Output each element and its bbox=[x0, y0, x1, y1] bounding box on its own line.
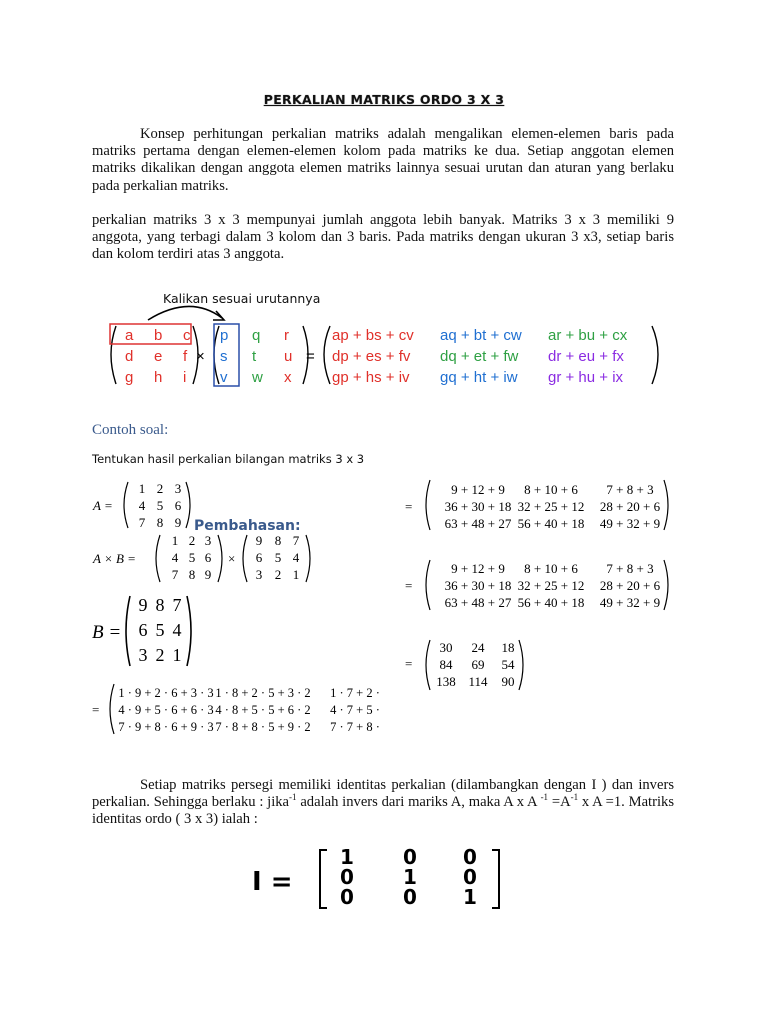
matrix-cell: 2 bbox=[155, 645, 165, 665]
matrix-cell: 3 bbox=[255, 567, 263, 582]
diagram-left-cell: g bbox=[125, 369, 134, 386]
p3-sup-3: -1 bbox=[570, 792, 579, 803]
matrix-cell: 69 bbox=[471, 657, 485, 672]
diagram-right-cell: r bbox=[284, 327, 289, 344]
matrix-cell: 6 bbox=[138, 620, 148, 640]
matrix-cell: 56 + 40 + 18 bbox=[517, 595, 585, 610]
diagram-result-cell: gr + hu + ix bbox=[548, 369, 624, 386]
matrix-cell: 84 bbox=[439, 657, 453, 672]
diagram-right-cell: u bbox=[284, 348, 293, 365]
matrix-cell: 90 bbox=[501, 674, 515, 689]
matrix-cell: 3 bbox=[138, 645, 148, 665]
diagram-left-cell: c bbox=[183, 327, 191, 344]
matrix-cell: 9 + 12 + 9 bbox=[451, 482, 505, 497]
matrix-cell: 0 bbox=[403, 845, 417, 869]
matrix-cell: 7 + 8 + 3 bbox=[606, 561, 654, 576]
matrix-cell: 8 + 10 + 6 bbox=[524, 561, 578, 576]
matrix-cell: 54 bbox=[501, 657, 515, 672]
matrix-cell: 30 bbox=[439, 640, 453, 655]
matrix-cell: 1 · 7 + 2 · bbox=[330, 686, 380, 700]
diagram-left-cell: a bbox=[125, 327, 134, 344]
times-symbol: × bbox=[228, 551, 236, 566]
contoh-heading: Contoh soal: bbox=[92, 422, 169, 438]
matrix-cell: 9 + 12 + 9 bbox=[451, 561, 505, 576]
matrix-cell: 1 bbox=[403, 865, 417, 889]
diagram-result-cell: aq + bt + cw bbox=[440, 327, 522, 344]
diagram-right-cell: v bbox=[220, 369, 228, 386]
matrix-cell: 4 bbox=[292, 550, 300, 565]
matrix-cell: 18 bbox=[501, 640, 515, 655]
p3-text-a: Setiap matriks persegi memiliki identitas perkalian (dilambangkan dengan I ) dan invers perkalian. Sehingga berlaku : jika bbox=[92, 777, 674, 811]
matrix-cell: 63 + 48 + 27 bbox=[444, 516, 512, 531]
equals-symbol: = bbox=[405, 499, 413, 514]
info-paragraph: perkalian matriks 3 x 3 mempunyai jumlah anggota lebih banyak. Matriks 3 x 3 memiliki 9 anggota, yang terbagi dalam 3 kolom dan 3 baris. Pada matriks dengan ukuran 3 x3, setiap baris dan kolom terdiri atas 3 anggota. bbox=[92, 212, 674, 263]
diagram-right-cell: p bbox=[220, 327, 229, 344]
bracket bbox=[320, 850, 327, 908]
diagram-right-cell: w bbox=[252, 369, 263, 386]
matrix-cell: 2 bbox=[156, 481, 164, 496]
matrix-cell: 28 + 20 + 6 bbox=[599, 578, 661, 593]
matrix-cell: 9 bbox=[138, 595, 148, 615]
diagram-left-cell: h bbox=[154, 369, 163, 386]
matrix-cell: 9 bbox=[174, 515, 182, 530]
diagram-right-cell: s bbox=[220, 348, 228, 365]
matrix-cell: 6 bbox=[255, 550, 263, 565]
matrix-cell: 3 bbox=[204, 533, 212, 548]
matrix-cell: 0 bbox=[340, 885, 354, 909]
diagram-left-cell: d bbox=[125, 348, 134, 365]
matrix-cell: 7 · 8 + 8 · 5 + 9 · 2 bbox=[215, 720, 311, 734]
matrix-cell: 4 · 8 + 5 · 5 + 6 · 2 bbox=[215, 703, 311, 717]
matrix-cell: 4 · 7 + 5 · bbox=[330, 703, 380, 717]
matrix-cell: 4 bbox=[171, 550, 179, 565]
p3-text-b: adalah invers dari mariks A, maka A x A bbox=[296, 794, 541, 811]
diagram-caption: Kalikan sesuai urutannya bbox=[163, 291, 321, 306]
diagram-left-cell: b bbox=[154, 327, 163, 344]
matrix-cell: 49 + 32 + 9 bbox=[599, 595, 661, 610]
equals-symbol: = bbox=[92, 702, 100, 717]
matrix-cell: 0 bbox=[403, 885, 417, 909]
matrix-cell: 7 bbox=[138, 515, 146, 530]
diagram-left-cell: i bbox=[183, 369, 187, 386]
matrix-cell: 5 bbox=[155, 620, 165, 640]
matrix-cell: 2 bbox=[274, 567, 282, 582]
diagram-result-cell: ar + bu + cx bbox=[548, 327, 628, 344]
matrix-cell: 0 bbox=[463, 865, 477, 889]
matrix-cell: 8 bbox=[156, 515, 164, 530]
diagram-right-cell: t bbox=[252, 348, 257, 365]
equals-symbol: = bbox=[405, 578, 413, 593]
intro-paragraph: Konsep perhitungan perkalian matriks adalah mengalikan elemen-elemen baris pada matriks pertama dengan elemen-elemen kolom pada matriks ke dua. Setiap anggotan elemen matriks dikalikan dengan anggota elemen matriks lainnya sesuai urutan dan aturan yang berlaku pada perkalian matriks. bbox=[92, 126, 674, 194]
matrix-cell: 1 bbox=[340, 845, 354, 869]
p3-text-c: =A bbox=[548, 794, 571, 811]
equals-symbol: = bbox=[405, 656, 413, 671]
problem-statement: Tentukan hasil perkalian bilangan matriks 3 x 3 bbox=[92, 452, 365, 466]
matrix-cell: 28 + 20 + 6 bbox=[599, 499, 661, 514]
matrix-cell: 9 bbox=[204, 567, 212, 582]
matrix-cell: 114 bbox=[468, 674, 488, 689]
matrix-cell: 4 · 9 + 5 · 6 + 6 · 3 bbox=[118, 703, 214, 717]
bracket bbox=[492, 850, 499, 908]
p3-sup-2: -1 bbox=[540, 792, 549, 803]
matrix-cell: 2 bbox=[188, 533, 196, 548]
matrix-cell: 1 bbox=[463, 885, 477, 909]
matrix-cell: 1 · 9 + 2 · 6 + 3 · 3 bbox=[118, 686, 214, 700]
matrix-cell: 0 bbox=[340, 865, 354, 889]
matrix-cell: 7 bbox=[171, 567, 179, 582]
matrix-A-label: A = bbox=[93, 498, 113, 513]
pembahasan-label: Pembahasan: bbox=[194, 518, 301, 534]
diagram-result-cell: dr + eu + fx bbox=[548, 348, 624, 365]
matrix-cell: 138 bbox=[436, 674, 456, 689]
diagram-result-cell: gp + hs + iv bbox=[332, 369, 410, 386]
matrix-cell: 24 bbox=[471, 640, 485, 655]
diagram-result-cell: dq + et + fw bbox=[440, 348, 519, 365]
matrix-B-label: B = bbox=[92, 622, 122, 643]
matrix-cell: 8 bbox=[274, 533, 282, 548]
matrix-AxB-label: A × B = bbox=[93, 551, 136, 566]
identity-label: I = bbox=[252, 867, 293, 897]
matrix-cell: 8 bbox=[155, 595, 165, 615]
matrix-cell: 49 + 32 + 9 bbox=[599, 516, 661, 531]
diagram-left-cell: f bbox=[183, 348, 188, 365]
matrix-cell: 9 bbox=[255, 533, 263, 548]
matrix-cell: 1 bbox=[172, 645, 182, 665]
matrix-cell: 36 + 30 + 18 bbox=[444, 578, 512, 593]
matrix-cell: 8 bbox=[188, 567, 196, 582]
p3-sup-1: -1 bbox=[289, 792, 297, 803]
p3-text-d: x A =1. Matriks identitas ordo ( 3 x 3) ialah : bbox=[92, 794, 674, 828]
matrix-cell: 32 + 25 + 12 bbox=[517, 578, 585, 593]
diagram-right-cell: q bbox=[252, 327, 261, 344]
matrix-cell: 1 bbox=[292, 567, 300, 582]
matrix-cell: 32 + 25 + 12 bbox=[517, 499, 585, 514]
matrix-cell: 7 · 9 + 8 · 6 + 9 · 3 bbox=[118, 720, 214, 734]
matrix-cell: 7 + 8 + 3 bbox=[606, 482, 654, 497]
matrix-cell: 5 bbox=[274, 550, 282, 565]
matrix-cell: 4 bbox=[172, 620, 182, 640]
matrix-cell: 1 bbox=[138, 481, 146, 496]
diagram-result-cell: ap + bs + cv bbox=[332, 327, 414, 344]
diagram-result-cell: gq + ht + iw bbox=[440, 369, 518, 386]
matrix-cell: 4 bbox=[138, 498, 146, 513]
diagram-result-cell: dp + es + fv bbox=[332, 348, 411, 365]
diagram-left-cell: e bbox=[154, 348, 163, 365]
matrix-cell: 63 + 48 + 27 bbox=[444, 595, 512, 610]
matrix-cell: 1 · 8 + 2 · 5 + 3 · 2 bbox=[215, 686, 311, 700]
matrix-cell: 6 bbox=[204, 550, 212, 565]
matrix-cell: 1 bbox=[171, 533, 179, 548]
matrix-cell: 3 bbox=[174, 481, 182, 496]
diagram-right-cell: x bbox=[284, 369, 292, 386]
matrix-cell: 56 + 40 + 18 bbox=[517, 516, 585, 531]
matrix-cell: 0 bbox=[463, 845, 477, 869]
times-symbol: × bbox=[196, 348, 205, 365]
matrix-cell: 5 bbox=[156, 498, 164, 513]
matrix-cell: 36 + 30 + 18 bbox=[444, 499, 512, 514]
page-title: PERKALIAN MATRIKS ORDO 3 X 3 bbox=[263, 92, 505, 107]
matrix-cell: 7 bbox=[172, 595, 182, 615]
matrix-cell: 5 bbox=[188, 550, 196, 565]
matrix-cell: 7 bbox=[292, 533, 300, 548]
matrix-cell: 8 + 10 + 6 bbox=[524, 482, 578, 497]
matrix-cell: 7 · 7 + 8 · bbox=[330, 720, 380, 734]
matrix-cell: 6 bbox=[174, 498, 182, 513]
equals-symbol: = bbox=[306, 348, 315, 365]
